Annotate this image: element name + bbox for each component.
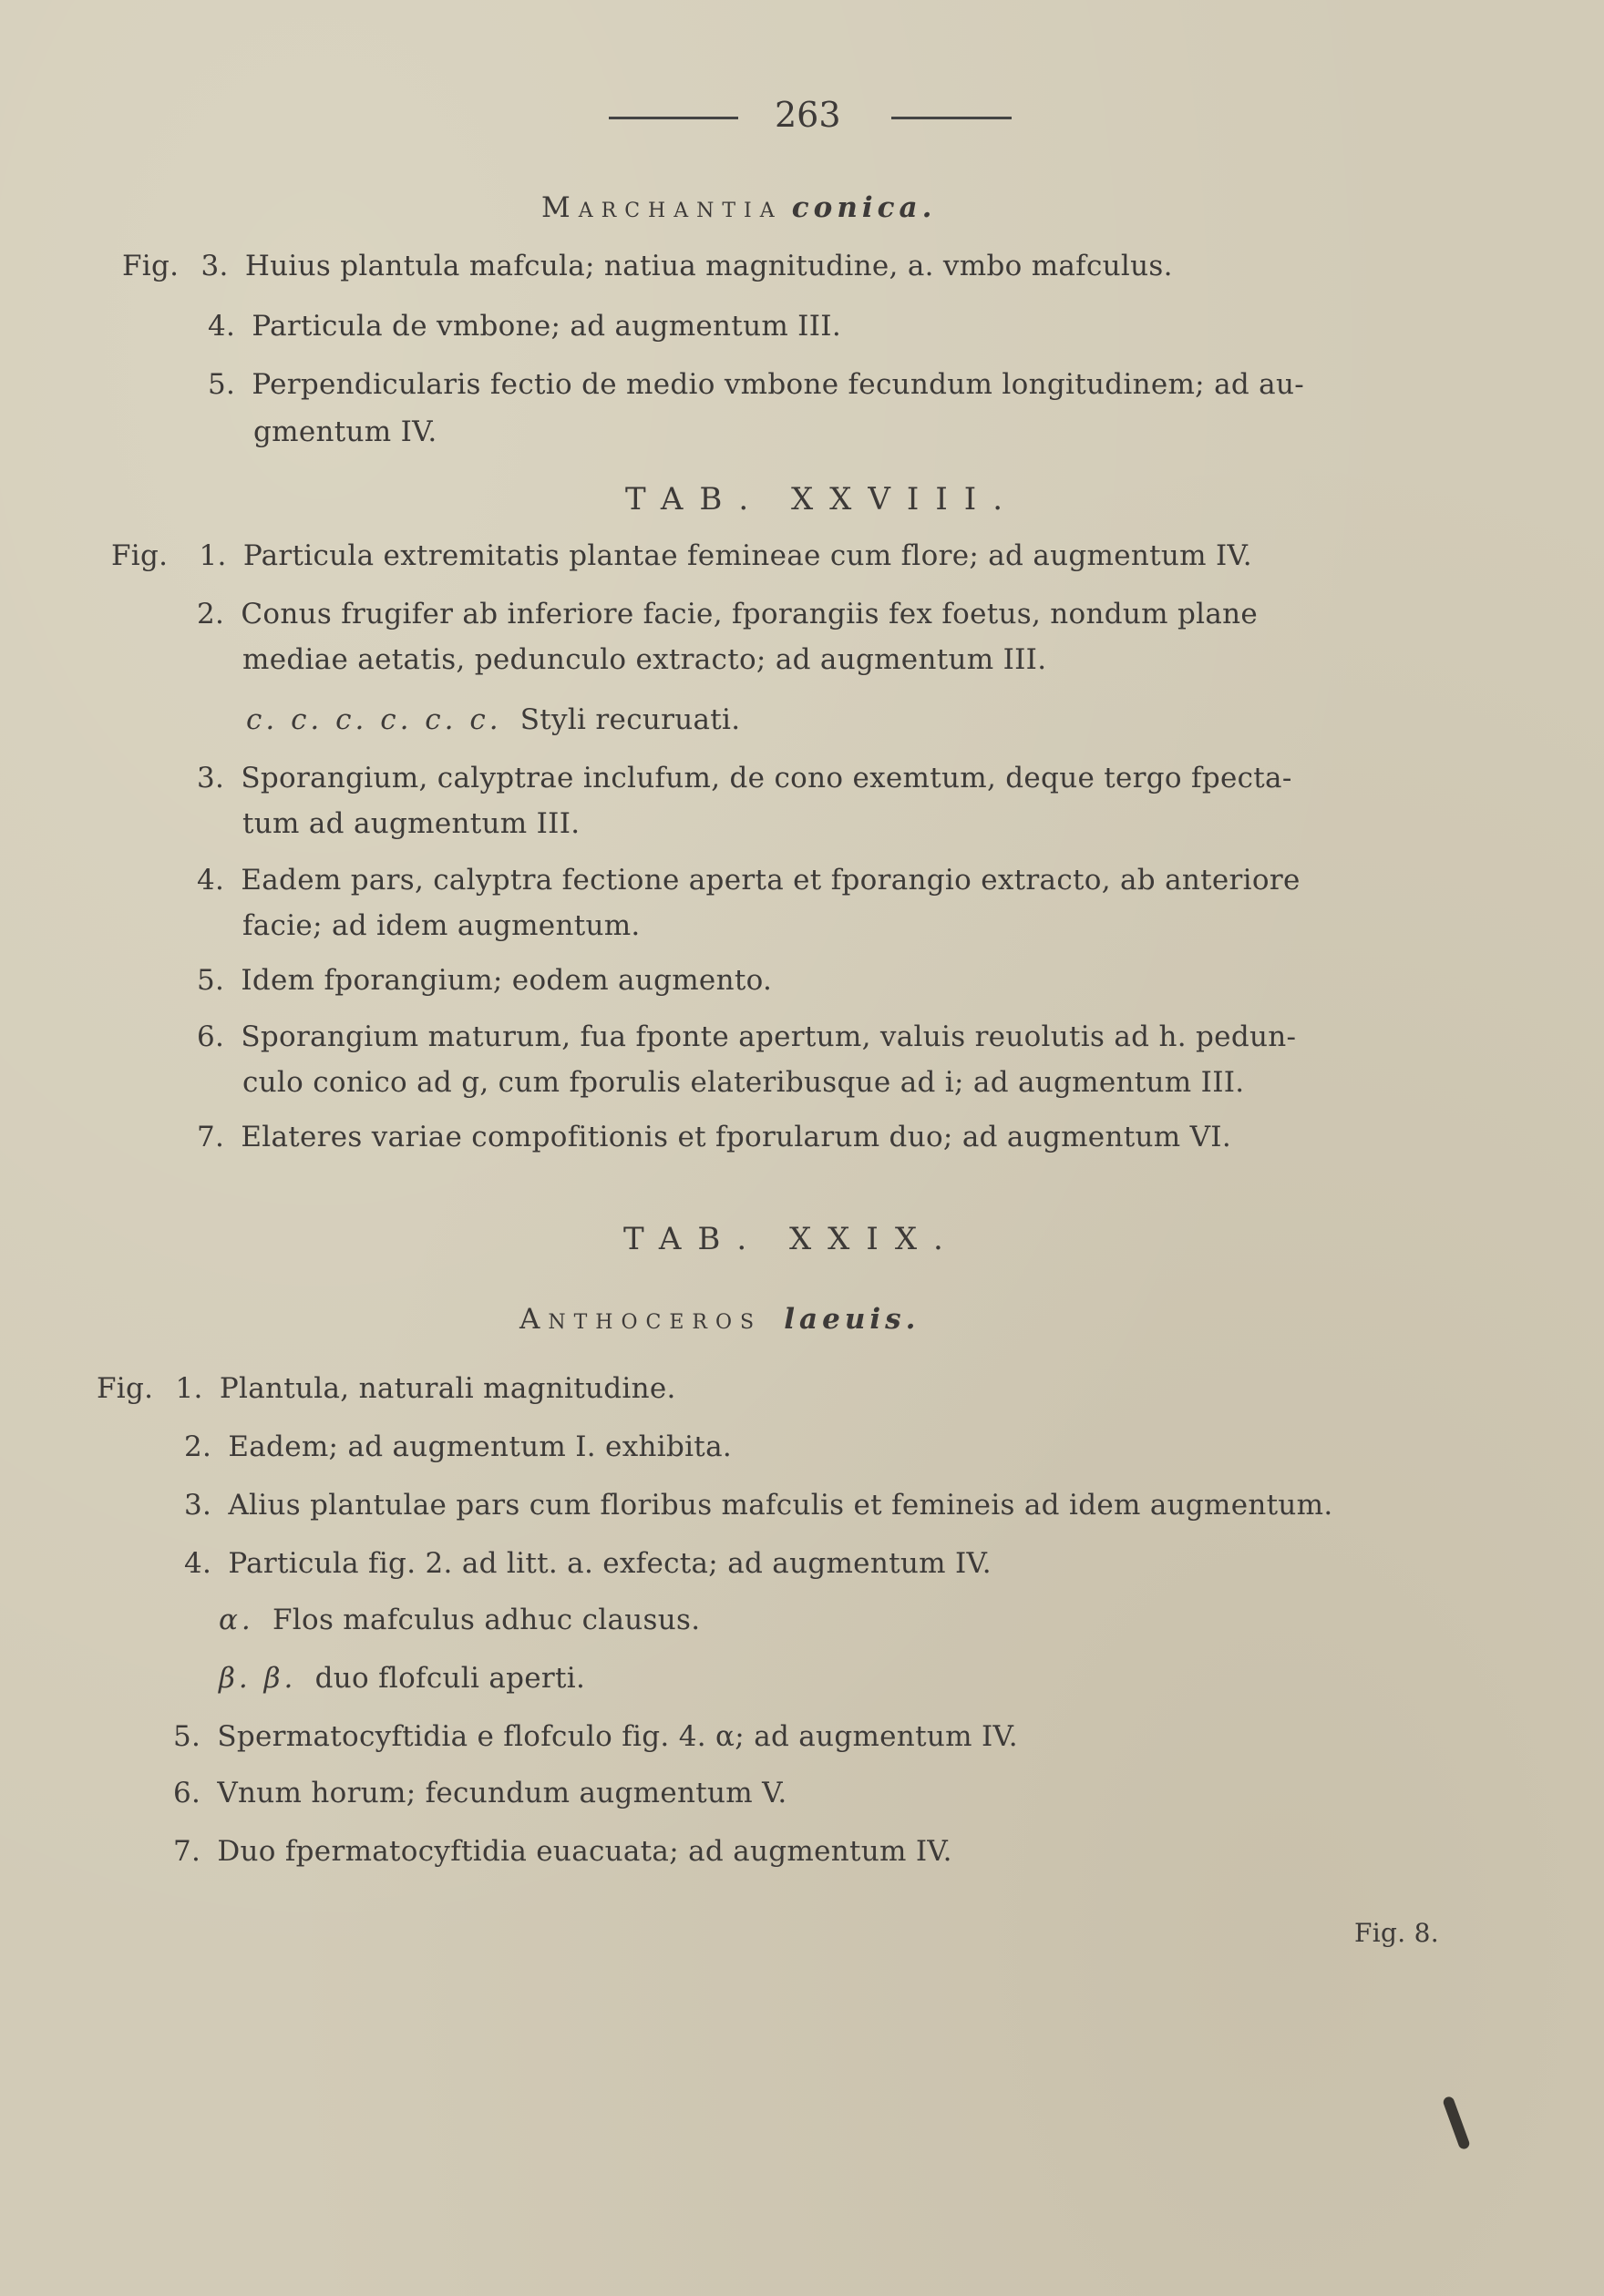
fig-text: Particula de vmbone; ad augmentum III. [252,310,841,343]
fig-text: Plantula, naturali magnitudine. [219,1372,676,1405]
fig-entry [197,1019,1296,1055]
fig-text: Conus frugifer ab inferiore facie, fporangiis fex foetus, nondum plane [241,598,1259,630]
fig-number: 6. [173,1777,201,1809]
sub-label: c. c. c. c. c. c. [246,703,502,736]
fig-text: Elateres variae compofitionis et fporularum duo; ad augmentum VI. [241,1121,1231,1153]
genus-name: Anthoceros [519,1303,763,1336]
fig-entry [173,1775,787,1811]
tab-heading-29: TAB. XXIX. [623,1221,960,1257]
fig-text: Alius plantulae pars cum floribus mafculis et femineis ad idem augmentum. [228,1489,1333,1522]
fig-text: Eadem pars, calyptra fectione aperta et fporangio extracto, ab anteriore [241,864,1301,897]
fig-entry [208,308,841,344]
fig-entry [197,1119,1231,1155]
fig-number: 1. [175,1372,203,1405]
fig-text: Huius plantula mafcula; natiua magnitudine, a. vmbo mafculus. [244,250,1173,282]
fig-number: 6. [197,1020,225,1053]
fig-number: 2. [197,598,225,630]
fig-text: Particula extremitatis plantae femineae cum flore; ad augmentum IV. [242,539,1252,572]
sub-entry [219,1660,585,1696]
fig-number: 7. [197,1121,225,1153]
page-number: 263 [775,95,841,135]
fig-continuation: culo conico ad g, cum fporulis elateribusque ad i; ad augmentum III. [242,1066,1245,1099]
section-heading-marchantia [541,190,936,226]
fig-entry [97,1370,676,1407]
fig-text: Duo fpermatocyftidia euacuata; ad augmentum IV. [217,1835,952,1868]
fig-entry [197,862,1301,898]
fig-number: 7. [173,1835,201,1868]
fig-entry [197,962,772,999]
sub-text: Styli recuruati. [519,703,741,736]
fig-number: 4. [197,864,225,897]
fig-number: 3. [200,250,229,282]
fig-number: 5. [173,1720,201,1753]
fig-continuation: facie; ad idem augmentum. [242,909,641,942]
fig-text: Idem fporangium; eodem augmento. [241,964,773,997]
header-rule-right [891,117,1012,119]
fig-continuation: mediae aetatis, pedunculo extracto; ad augmentum III. [242,643,1047,676]
fig-number: 5. [197,964,225,997]
fig-text: Spermatocyftidia e flofculo fig. 4. α; ad augmentum IV. [217,1720,1018,1753]
fig-entry [184,1545,992,1582]
fig-number: 4. [184,1547,212,1580]
fig-prefix: Fig. [97,1372,154,1405]
fig-entry [197,596,1258,632]
fig-number: 1. [199,539,227,572]
ink-smear [1442,2096,1471,2150]
fig-prefix: Fig. [122,250,180,282]
fig-text: Sporangium maturum, fua fponte apertum, valuis reuolutis ad h. pedun- [241,1020,1297,1053]
sub-text: Flos mafculus adhuc clausus. [272,1604,701,1636]
species-name: laeuis. [784,1303,920,1336]
sub-entry [219,1602,700,1638]
sub-entry [246,702,740,738]
fig-number: 2. [184,1430,212,1463]
fig-continuation: tum ad augmentum III. [242,807,581,840]
fig-text: Eadem; ad augmentum I. exhibita. [228,1430,733,1463]
fig-entry [184,1487,1333,1523]
fig-entry [173,1718,1018,1755]
fig-number: 3. [197,762,225,794]
fig-text: Vnum horum; fecundum augmentum V. [217,1777,787,1809]
fig-text: Perpendicularis fectio de medio vmbone fecundum longitudinem; ad au- [252,368,1304,401]
header-rule-left [609,117,738,119]
catchword: Fig. 8. [1354,1918,1439,1948]
fig-text: Particula fig. 2. ad litt. a. exfecta; ad augmentum IV. [228,1547,992,1580]
fig-text: Sporangium, calyptrae inclufum, de cono exemtum, deque tergo fpecta- [241,762,1292,794]
fig-entry [122,248,1173,284]
fig-prefix: Fig. [111,539,169,572]
fig-entry [208,366,1304,403]
sub-label: α. [219,1604,254,1636]
sub-text: duo flofculi aperti. [314,1662,586,1695]
fig-number: 5. [208,368,236,401]
sub-label: β. β. [219,1662,297,1695]
section-heading-anthoceros [519,1301,920,1338]
fig-entry [197,760,1292,796]
fig-entry [184,1429,732,1465]
fig-entry [111,538,1252,574]
tab-heading-28: TAB. XXVIII. [625,481,1020,518]
fig-number: 4. [208,310,236,343]
species-name: conica. [791,191,937,224]
fig-continuation: gmentum IV. [253,415,437,448]
fig-number: 3. [184,1489,212,1522]
genus-name: Marchantia [541,191,783,224]
fig-entry [173,1833,952,1870]
